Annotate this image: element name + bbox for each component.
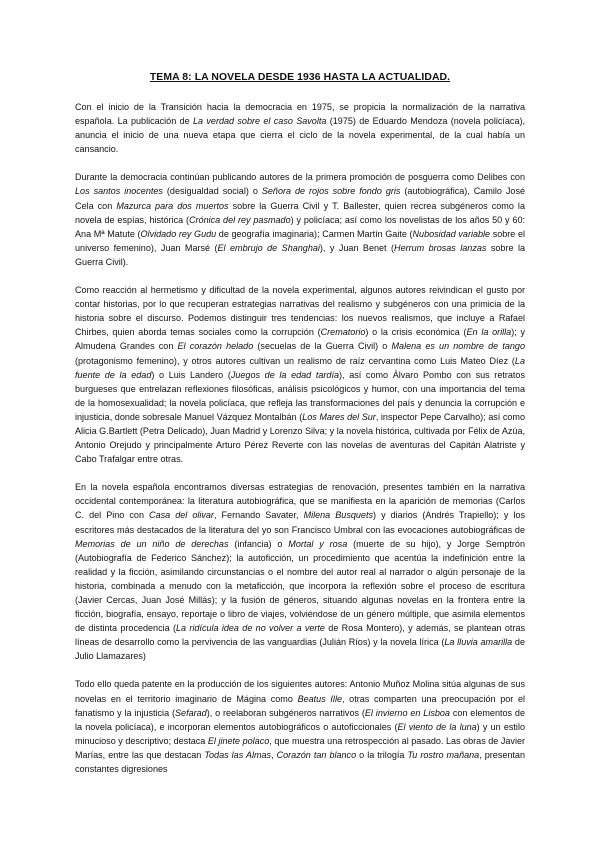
paragraph-autores bbox=[75, 677, 525, 776]
text-run: ) o la crisis económica ( bbox=[365, 327, 467, 338]
italic-title-run: En la orilla bbox=[466, 327, 512, 338]
text-run: (muerte de su hijo), y Jorge Semptrón (Autobiografía de Federico Sánchez); la autoficción, un procedimiento que acentúa la indefinición entre la realidad y la ficción, asimilando circunstancias o el nombre del autor real al narrador o algún personaje de la historia, combinada a menudo con la metaficción, que incorpora la reflexión sobre el proceso de escritura (Javier Cercas, Juan José Millás); y la fusión de géneros, situando algunas novelas en la frontera entre la ficción, biografía, ensayo, reportaje o libro de viajes, volviéndose de un género múltiple, que asimila elementos de distinta procedencia ( bbox=[75, 538, 525, 634]
italic-title-run: Crematorio bbox=[320, 327, 366, 338]
text-run: Como reacción al hermetismo y dificultad de la novela experimental, algunos autores reivindican el gusto por contar historias, por lo que recuperan estrategias narrativas del realismo y subgéneros con una primicia de la historia sobre el discurso. Podemos distinguir tres tendencias: los nuevos realismos, que incluye a Rafael Chirbes, quien aborda temas sociales como la corrupción ( bbox=[75, 285, 525, 338]
paragraph-nuevos-realismos bbox=[75, 283, 525, 466]
italic-title-run: El jinete polaco bbox=[207, 735, 270, 746]
italic-title-run: Milena Busquets bbox=[303, 510, 373, 521]
italic-title-run: El viento de la luna bbox=[397, 721, 477, 732]
text-run: ) y un estilo minucioso y descriptivo; destaca bbox=[75, 721, 525, 746]
italic-title-run: El embrujo de Shanghai bbox=[217, 242, 320, 253]
italic-title-run: Nubosidad variable bbox=[412, 228, 491, 239]
italic-title-run: La ridícula idea de no volver a verte bbox=[176, 623, 325, 634]
text-run: con elementos de la novela policíaca), e incorporan elementos autobiográficos o autoficcionales ( bbox=[75, 707, 525, 732]
italic-title-run: El corazón helado bbox=[177, 341, 254, 352]
text-run: de Julio Llamazares) bbox=[75, 637, 525, 662]
text-run: ) y policíaca; así como los novelistas de los años 50 y 60: Ana Mª Matute ( bbox=[75, 214, 525, 239]
text-run: sobre el universo femenino), Juan Marsé ( bbox=[75, 228, 525, 253]
text-run: ); y Almudena Grandes con bbox=[75, 327, 525, 352]
paragraph-renovacion bbox=[75, 480, 525, 663]
text-run: ), o reelaboran subgéneros narrativos ( bbox=[206, 707, 365, 718]
text-run: sobre la Guerra Civil y T. Ballester, quien recrea subgéneros como la novela de espías, histórica ( bbox=[75, 200, 525, 225]
text-run: Durante la democracia continúan publicando autores de la primera promoción de posguerra como Delibes con bbox=[75, 172, 525, 183]
text-run: ), y Juan Benet ( bbox=[319, 242, 395, 253]
italic-title-run: Señora de rojos sobre fondo gris bbox=[261, 186, 401, 197]
italic-title-run: Juegos de la edad tardía bbox=[230, 369, 340, 380]
italic-title-run: Tu rostro mañana bbox=[407, 749, 480, 760]
text-run: Con el inicio de la Transición hacia la democracia en 1975, se propicia la normalización de la narrativa española. La publicación de bbox=[75, 102, 525, 127]
text-run: (1975) de Eduardo Mendoza (novela policíaca), anuncia el inicio de una nueva etapa que cierra el ciclo de la novela experimental, de la cual había un cansancio. bbox=[75, 116, 526, 155]
italic-title-run: Beatus Ille bbox=[297, 693, 342, 704]
text-run: (desigualdad social) o bbox=[162, 186, 262, 197]
text-run: , inspector Pepe Carvalho); así como Alicia G.Bartlett (Petra Delicado), Juan Madrid y Lorenzo Silva; y la novela histórica, cultivada por Félix de Azúa, Antonio Orejudo y principalmente Arturo Pérez Reverte con las novelas de aventuras del Capitán Alatriste y Cabo Trafalgar entre otras. bbox=[75, 411, 525, 465]
italic-title-run: Sefarad bbox=[175, 707, 207, 718]
page-title: TEMA 8: LA NOVELA DESDE 1936 HASTA LA ACTUALIDAD. bbox=[149, 72, 451, 83]
text-run: ) y diarios (Andrés Trapiello); y los escritores más destacados de la literatura del yo son Francisco Umbral con las evocaciones autobiográficas de bbox=[75, 510, 525, 535]
text-run: (autobiográfica), Camilo José Cela con bbox=[75, 186, 526, 211]
paragraph-democracia bbox=[75, 170, 525, 269]
italic-title-run: Olvidado rey Gudu bbox=[140, 228, 217, 239]
italic-title-run: La fuente de la edad bbox=[75, 355, 525, 380]
italic-title-run: Mortal y rosa bbox=[288, 538, 348, 549]
italic-title-run: Herrum brosas lanzas bbox=[394, 242, 487, 253]
text-run: , presentan constantes digresiones bbox=[75, 749, 525, 775]
text-run: sobre la Guerra Civil). bbox=[75, 242, 525, 267]
text-run: de geografía imaginaria); Carmen Martín Gaite ( bbox=[216, 228, 413, 239]
text-run: Todo ello queda patente en la producción de los siguientes autores: Antonio Muñoz Molina sitúa algunas de sus novelas en el territorio imaginario de Mágina como bbox=[75, 679, 525, 704]
text-run: (secuelas de la Guerra Civil) o bbox=[253, 341, 392, 352]
italic-title-run: El invierno en Lisboa bbox=[364, 707, 450, 718]
text-run: ), así como Álvaro Pombo con sus retratos burgueses que entrelazan reflexiones filosóficas, análisis psicológicos y humor, con una importancia del tema de la homosexualidad; la novela policíaca, que refleja las transformaciones del país y denuncia la corrupción e injusticia, donde sobresale Manuel Vázquez Montalbán ( bbox=[75, 369, 525, 422]
italic-title-run: Corazón tan blanco bbox=[276, 749, 357, 760]
document-body bbox=[75, 100, 525, 776]
italic-title-run: Los Mares del Sur bbox=[302, 411, 376, 422]
italic-title-run: Los santos inocentes bbox=[75, 186, 163, 197]
italic-title-run: Crónica del rey pasmado bbox=[189, 214, 291, 225]
italic-title-run: La lluvia amarilla bbox=[444, 637, 513, 648]
italic-title-run: Casa del olivar bbox=[149, 510, 214, 521]
text-run: , bbox=[271, 749, 277, 760]
italic-title-run: Todas las Almas bbox=[204, 749, 272, 760]
text-run: , otras comparten una preocupación por el fanatismo y la injusticia ( bbox=[75, 693, 526, 718]
text-run: , que muestra una retrospección al pasado. Las obras de Javier Marías, entre las que destacan bbox=[75, 735, 526, 760]
text-run: (infancia) o bbox=[228, 538, 289, 549]
text-run: ) o Luis Landero ( bbox=[151, 369, 231, 380]
text-run: , Fernando Savater, bbox=[213, 510, 304, 521]
italic-title-run: La verdad sobre el caso Savolta bbox=[193, 116, 327, 127]
italic-title-run: Mazurca para dos muertos bbox=[116, 200, 229, 211]
paragraph-transicion bbox=[75, 100, 525, 156]
text-run: o la trilogía bbox=[356, 749, 408, 760]
italic-title-run: Memorias de un niño de derechas bbox=[75, 538, 229, 549]
text-run: En la novela española encontramos diversas estrategias de renovación, presentes también en la narrativa occidental contemporánea: la literatura autobiográfica, que se manifiesta en la aparición de memorias (Carlos C. del Pino con bbox=[75, 482, 525, 521]
text-run: (protagonismo femenino), y otros autores cultivan un realismo de raíz cervantina como Luis Mateo Díez ( bbox=[75, 355, 515, 366]
text-run: de Rosa Montero), y además, se plantean otras líneas de desarrollo como la pervivencia de las vanguardias (Julián Ríos) y la novela lírica ( bbox=[75, 623, 526, 648]
italic-title-run: Malena es un nombre de tango bbox=[391, 341, 525, 352]
